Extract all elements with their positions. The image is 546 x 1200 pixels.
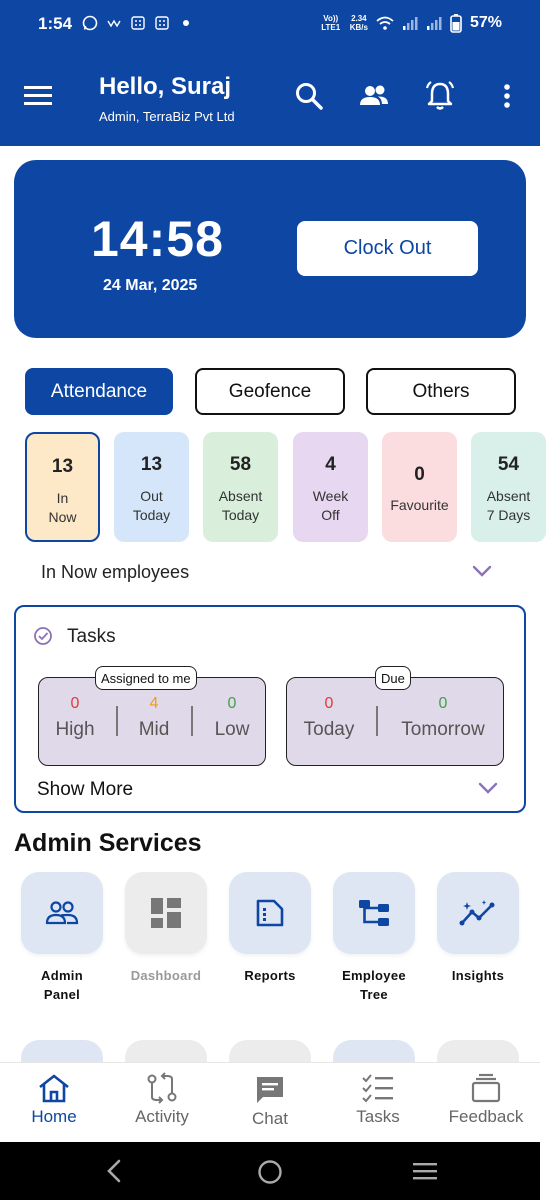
nav-label: Tasks [356,1107,400,1126]
service-label: Insights [451,968,505,983]
stat-label: Favourite [390,497,449,513]
tab-geofence[interactable]: Geofence [195,368,345,415]
bell-icon[interactable] [424,80,456,112]
volte-label: Vo)) LTE1 [321,14,341,32]
service-tile[interactable] [229,872,311,954]
stat-card-week-off[interactable] [293,432,368,542]
stat-value: 0 [414,464,425,485]
stat-value: 58 [229,454,252,475]
stat-value: 13 [51,456,74,477]
clock-out-button[interactable]: Clock Out [297,221,478,276]
app-bar [0,50,540,146]
assigned-to-me-tag: Assigned to me [95,666,197,690]
stat-card-absent-today[interactable] [203,432,278,542]
dashboard-icon [151,898,181,928]
task-low-count: 0 [227,695,237,712]
calculator-icon [130,15,146,31]
search-icon[interactable] [293,80,325,112]
attendance-stats [25,432,531,542]
check-circle-icon [33,626,53,646]
tasks-title: Tasks [67,626,116,647]
service-label [333,966,415,1004]
stat-label: Out Today [132,488,171,523]
notification-icons [82,15,194,31]
stat-label: In Now [48,490,77,525]
service-reports[interactable] [229,872,311,985]
home-circle-icon[interactable] [257,1159,283,1185]
status-bar [0,0,540,50]
chat-icon [253,1073,287,1105]
speed-unit: KB/s [349,23,368,32]
divider [116,706,118,736]
stat-label: Absent Today [218,488,263,523]
divider [376,706,378,736]
service-label-line2: Tree [360,987,388,1002]
task-due-today-count: 0 [324,695,334,712]
service-admin-panel[interactable] [21,872,103,1004]
stat-value: 13 [140,454,163,475]
recent-apps-icon[interactable] [412,1161,438,1181]
tasks-icon [361,1073,395,1103]
service-tile[interactable] [437,872,519,954]
stat-label: Absent 7 Days [486,488,531,523]
battery-icon [450,14,462,32]
service-tile[interactable] [125,872,207,954]
nav-label: Home [31,1107,77,1126]
signal-icon [402,15,418,31]
task-high-label: High [55,719,95,740]
stat-label: Week Off [312,488,349,523]
tab-others[interactable]: Others [366,368,516,415]
nav-feedback[interactable] [436,1073,536,1127]
calculator-icon-2 [154,15,170,31]
nav-label: Feedback [448,1107,524,1126]
nav-chat[interactable] [220,1073,320,1129]
service-label-line1: Admin [41,968,83,983]
service-label: Dashboard [130,968,202,983]
task-low[interactable] [209,695,255,741]
signal-icon-2 [426,15,442,31]
whatsapp-icon [82,15,98,31]
home-icon [37,1073,71,1103]
service-tile[interactable] [333,872,415,954]
tree-icon [358,898,390,928]
battery-percent: 57% [469,14,502,31]
system-navigation-bar [0,1142,540,1200]
speed-value: 2.34 [351,14,367,23]
current-date: 24 Mar, 2025 [103,277,198,294]
service-label-line1: Employee [342,968,406,983]
chevron-down-icon[interactable] [478,781,498,795]
task-low-label: Low [214,719,250,740]
tasks-card [14,605,526,813]
service-label: Reports [244,968,296,983]
reports-icon [255,898,285,928]
show-more-link[interactable]: Show More [37,779,134,800]
task-due-tomorrow[interactable] [391,695,495,741]
nav-tasks[interactable] [328,1073,428,1127]
activity-icon [145,1073,179,1103]
stat-card-absent-7-days[interactable] [471,432,546,542]
clock-card [14,160,526,338]
nav-home[interactable] [4,1073,104,1127]
app-notification-icon [106,15,122,31]
task-high-count: 0 [70,695,80,712]
task-due-today[interactable] [297,695,361,741]
bottom-navigation [0,1062,540,1142]
tab-attendance[interactable]: Attendance [25,368,173,415]
divider [191,706,193,736]
due-box[interactable] [286,670,504,766]
due-tag: Due [375,666,411,690]
service-dashboard[interactable] [125,872,207,985]
insights-icon [459,898,497,928]
task-high[interactable] [49,695,101,741]
menu-icon[interactable] [24,84,52,106]
current-time: 14:58 [91,211,224,267]
status-time: 1:54 [38,14,73,33]
speed-indicator [350,14,368,32]
users-icon [45,900,79,926]
nav-label: Chat [252,1109,288,1128]
wifi-icon [376,15,394,31]
service-label-line2: Panel [43,987,81,1002]
team-icon[interactable] [358,80,390,112]
stat-card-favourite[interactable] [382,432,457,542]
service-insights[interactable] [437,872,519,985]
in-now-section-title[interactable]: In Now employees [41,562,190,582]
service-tile[interactable] [21,872,103,954]
stat-card-out-today[interactable] [114,432,189,542]
service-label [21,966,103,1004]
stat-value: 4 [325,454,336,475]
stat-value: 54 [497,454,520,475]
nav-label: Activity [135,1107,189,1126]
nav-activity[interactable] [112,1073,212,1127]
dot-icon [178,15,194,31]
chevron-down-icon[interactable] [472,564,492,578]
task-due-tomorrow-label: Tomorrow [401,719,485,740]
back-icon[interactable] [103,1159,125,1183]
feedback-icon [469,1073,503,1103]
task-mid-count: 4 [149,695,159,712]
status-right [320,14,502,32]
greeting-title: Hello, Suraj [99,73,232,100]
service-employee-tree[interactable] [333,872,415,1004]
admin-services-title: Admin Services [14,829,202,857]
task-due-tomorrow-count: 0 [438,695,448,712]
user-role-org: Admin, TerraBiz Pvt Ltd [99,109,235,124]
task-mid[interactable] [131,695,177,741]
more-options-icon[interactable] [491,80,523,112]
assigned-to-me-box[interactable] [38,670,266,766]
stat-card-in-now[interactable] [25,432,100,542]
task-due-today-label: Today [303,719,355,740]
task-mid-label: Mid [138,719,170,740]
